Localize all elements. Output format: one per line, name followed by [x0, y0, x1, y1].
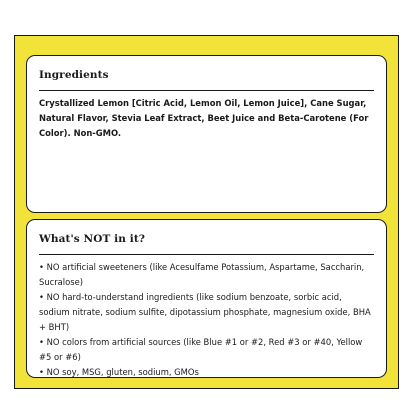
list-item: • NO soy, MSG, gluten, sodium, GMOs	[39, 367, 199, 377]
not-in-it-divider	[39, 254, 374, 255]
yellow-panel	[14, 35, 399, 389]
not-in-it-heading: What's NOT in it?	[39, 233, 146, 245]
ingredients-text: Crystallized Lemon [Citric Acid, Lemon Oil, Lemon Juice], Cane Sugar, Natural Flavor, Stevia Leaf Extract, Beet Juice and Beta-Carotene (For Color). Non-GMO.	[39, 98, 369, 138]
ingredients-divider	[39, 90, 374, 91]
list-item: • NO colors from artificial sources (like Blue #1 or #2, Red #3 or #40, Yellow #5 or #6)	[39, 337, 363, 362]
ingredients-heading: Ingredients	[39, 69, 109, 81]
ingredients-card	[26, 55, 387, 213]
list-item: • NO artificial sweeteners (like Acesulfame Potassium, Aspartame, Saccharin, Sucralose)	[39, 262, 365, 287]
not-in-it-list	[39, 260, 374, 378]
list-item: • NO hard-to-understand ingredients (like sodium benzoate, sorbic acid, sodium nitrate, sodium sulfite, dipotassium phosphate, magnesium oxide, BHA + BHT)	[39, 292, 371, 332]
not-in-it-card	[26, 219, 387, 378]
